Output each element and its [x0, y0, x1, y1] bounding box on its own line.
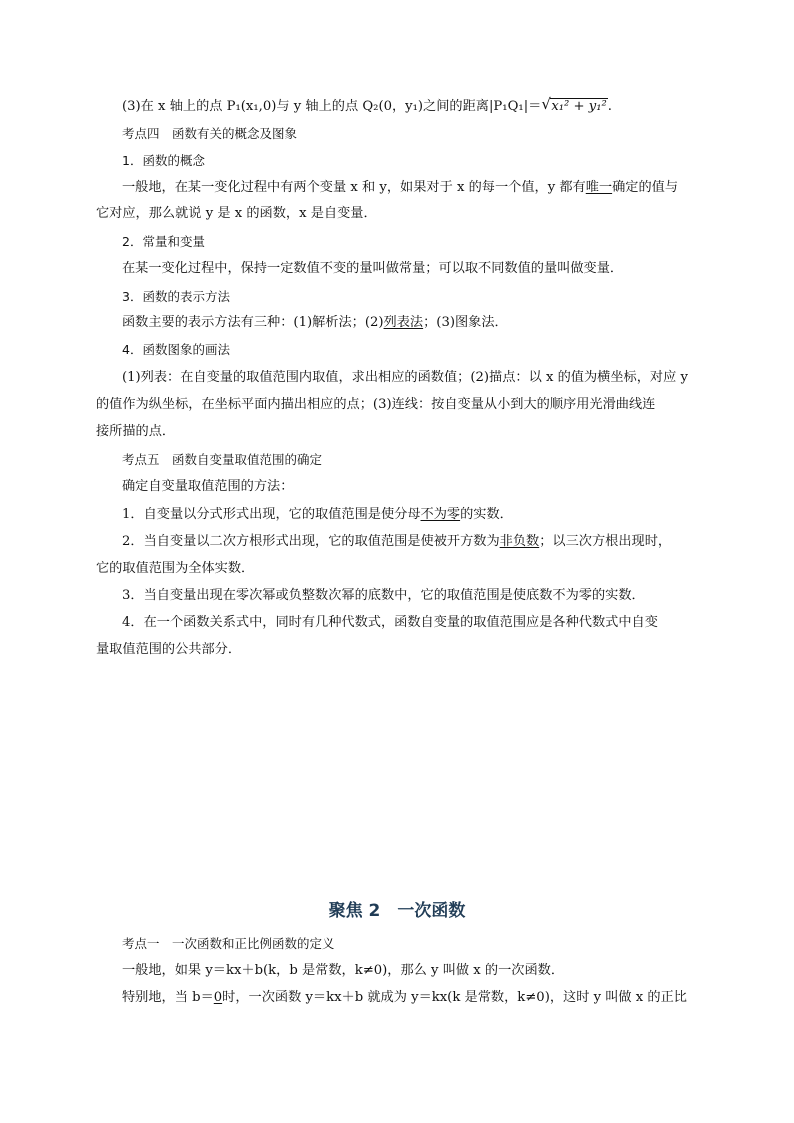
rule-2-cont: 它的取值范围为全体实数． — [96, 561, 255, 576]
paragraph-graph-1: (1)列表：在自变量的取值范围内取值，求出相应的函数值；(2)描点：以 x 的值为横坐标，对应 y — [122, 370, 688, 385]
paragraph-graph-3: 接所描的点． — [96, 424, 176, 439]
topic5-title: 考点五 函数自变量取值范围的确定 — [122, 452, 323, 467]
proportional-function-definition: 特别地，当 b＝0时，一次函数 y＝kx＋b 就成为 y＝kx(k 是常数，k≠0)，这时 y 叫做 x 的正比 — [122, 990, 687, 1005]
rule-3: 3．当自变量出现在零次幂或负整数次幂的底数中，它的取值范围是使底数不为零的实数． — [122, 588, 645, 603]
underlined-term: 不为零 — [420, 507, 461, 522]
underlined-term: 列表法 — [383, 315, 424, 330]
paragraph-concept-2: 它对应，那么就说 y 是 x 的函数，x 是自变量． — [96, 206, 377, 221]
period: . — [607, 99, 612, 114]
heading-constants-variables: 2．常量和变量 — [122, 234, 205, 249]
underlined-term: 0 — [213, 990, 223, 1005]
paragraph-graph-2: 的值作为纵坐标，在坐标平面内描出相应的点；(3)连线：按自变量从小到大的顺序用光滑曲线连 — [96, 397, 656, 412]
heading-representation: 3．函数的表示方法 — [122, 289, 230, 304]
linear-function-definition: 一般地，如果 y＝kx＋b(k，b 是常数，k≠0)，那么 y 叫做 x 的一次函数． — [122, 963, 565, 978]
section-heading: 聚焦 2 一次函数 — [328, 901, 466, 921]
underlined-term: 非负数 — [499, 534, 540, 549]
underlined-term: 唯一 — [585, 180, 613, 195]
paragraph-concept-1: 一般地，在某一变化过程中有两个变量 x 和 y，如果对于 x 的每一个值，y 都有唯一确定的值与 — [122, 180, 679, 195]
rule-4: 4．在一个函数关系式中，同时有几种代数式，函数自变量的取值范围应是各种代数式中自变 — [122, 615, 658, 630]
paragraph-domain-intro: 确定自变量取值范围的方法： — [122, 479, 294, 494]
paragraph-constants: 在某一变化过程中，保持一定数值不变的量叫做常量；可以取不同数值的量叫做变量． — [122, 261, 624, 276]
distance-formula-line — [122, 98, 612, 116]
paragraph-representation: 函数主要的表示方法有三种：(1)解析法；(2)列表法；(3)图象法． — [122, 315, 508, 330]
distance-formula-text: (3)在 x 轴上的点 P₁(x₁,0)与 y 轴上的点 Q₂(0，y₁)之间的距离|P₁Q₁|＝ — [122, 99, 542, 114]
topic4-title: 考点四 函数有关的概念及图象 — [122, 126, 298, 141]
section-topic1-title: 考点一 一次函数和正比例函数的定义 — [122, 936, 335, 951]
rule-4-cont: 量取值范围的公共部分． — [96, 642, 242, 657]
sqrt-expression — [541, 98, 607, 116]
rule-1: 1．自变量以分式形式出现，它的取值范围是使分母不为零的实数． — [122, 507, 513, 522]
heading-graph-drawing: 4．函数图象的画法 — [122, 342, 230, 357]
rule-2: 2．当自变量以二次方根形式出现，它的取值范围是使被开方数为非负数；以三次方根出现时， — [122, 534, 672, 549]
heading-function-concept: 1．函数的概念 — [122, 153, 205, 168]
sqrt-radicand: x₁² + y₁² — [551, 99, 607, 114]
